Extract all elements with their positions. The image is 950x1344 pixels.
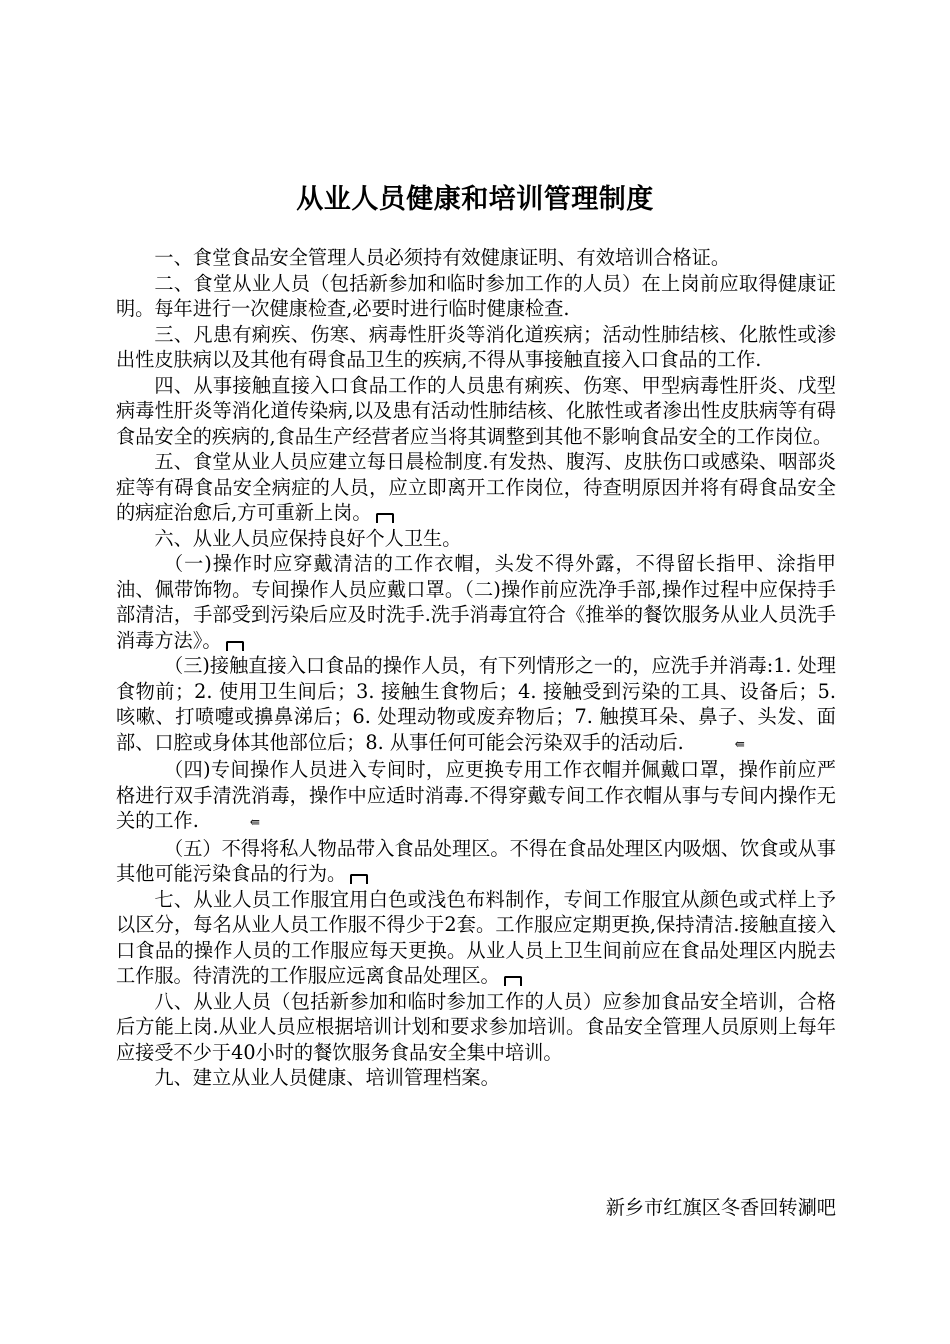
paragraph-7-text: 七、从业人员工作服宜用白色或浅色布料制作，专间工作服宜从颜色或式样上予以区分，每名从业人员工作服不得少于2套。工作服应定期更换,保持清洁.接触直接入口食品的操作人员的工作服应每天更换。从业人员上卫生间前应在食品处理区内脱去工作服。待清洗的工作服应远离食品处理区。 bbox=[116, 887, 836, 987]
document-title: 从业人员健康和培训管理制度 bbox=[296, 184, 654, 215]
line-break-mark-icon bbox=[350, 874, 368, 884]
line-break-mark-icon bbox=[226, 641, 244, 651]
paragraph-6: 六、从业人员应保持良好个人卫生。 bbox=[154, 526, 462, 550]
paragraph-1: 一、食堂食品安全管理人员必须持有效健康证明、有效培训合格证。 bbox=[154, 246, 731, 269]
paragraph-6-4-text: （四)专间操作人员进入专间时，应更换专用工作衣帽并佩戴口罩，操作前应严格进行双手清洗消毒，操作中应适时消毒.不得穿戴专间工作衣帽从事与专间内操作无关的工作. bbox=[116, 758, 836, 832]
paragraph-mark-icon: ⇚ bbox=[249, 815, 260, 829]
paragraph-9: 九、建立从业人员健康、培训管理档案。 bbox=[154, 1066, 500, 1089]
paragraph-6-3 bbox=[116, 653, 836, 757]
paragraph-3: 三、凡患有痢疾、伤寒、病毒性肝炎等消化道疾病；活动性肺结核、化脓性或渗出性皮肤病以及其他有碍食品卫生的疾病,不得从事接触直接入口食品的工作. bbox=[116, 322, 836, 371]
line-break-mark-icon bbox=[376, 513, 394, 523]
paragraph-6-4 bbox=[116, 757, 836, 836]
paragraph-6-3-text: （三)接触直接入口食品的操作人员，有下列情形之一的，应洗手并消毒:1. 处理食物前；2. 使用卫生间后；3. 接触生食物后；4. 接触受到污染的工具、设备后；5. 咳嗽、打喷嚏或擤鼻涕后；6. 处理动物或废弃物后；7. 触摸耳朵、鼻子、头发、面部、口腔或身体其他部位后；8. 从事任何可能会污染双手的活动后. bbox=[116, 654, 836, 754]
paragraph-4: 四、从事接触直接入口食品工作的人员患有痢疾、伤寒、甲型病毒性肝炎、戊型病毒性肝炎等消化道传染病,以及患有活动性肺结核、化脓性或者渗出性皮肤病等有碍食品安全的疾病的,食品生产经营者应当将其调整到其他不影响食品安全的工作岗位。 bbox=[116, 373, 836, 448]
paragraph-6-1-text: （一)操作时应穿戴清洁的工作衣帽，头发不得外露，不得留长指甲、涂指甲油、佩带饰物。专间操作人员应戴口罩。（二)操作前应洗净手部,操作过程中应保持手部清洁，手部受到污染后应及时洗手.洗手消毒宜符合《推举的餐饮服务从业人员洗手消毒方法》。 bbox=[116, 552, 836, 652]
paragraph-8: 八、从业人员（包括新参加和临时参加工作的人员）应参加食品安全培训，合格后方能上岗.从业人员应根据培训计划和要求参加培训。食品安全管理人员原则上每年应接受不少于40小时的餐饮服务食品安全集中培训。 bbox=[116, 989, 836, 1064]
paragraph-5 bbox=[116, 449, 836, 526]
paragraph-mark-icon: ⇚ bbox=[734, 736, 745, 751]
paragraph-6-1 bbox=[116, 551, 836, 653]
paragraph-5-text: 五、食堂从业人员应建立每日晨检制度.有发热、腹泻、皮肤伤口或感染、咽部炎症等有碍食品安全病症的人员，应立即离开工作岗位，待查明原因并将有碍食品安全的病症治愈后,方可重新上岗。 bbox=[116, 450, 836, 524]
signature: 新乡市红旗区冬香回转涮吧 bbox=[605, 1196, 836, 1219]
paragraph-7 bbox=[116, 887, 836, 989]
paragraph-2: 二、食堂从业人员（包括新参加和临时参加工作的人员）在上岗前应取得健康证明。每年进行一次健康检查,必要时进行临时健康检查. bbox=[116, 271, 836, 320]
paragraph-6-5-text: （五）不得将私人物品带入食品处理区。不得在食品处理区内吸烟、饮食或从事其他可能污染食品的行为。 bbox=[116, 836, 836, 885]
line-break-mark-icon bbox=[504, 976, 522, 986]
paragraph-6-5 bbox=[116, 836, 836, 887]
document-body bbox=[116, 245, 836, 1091]
